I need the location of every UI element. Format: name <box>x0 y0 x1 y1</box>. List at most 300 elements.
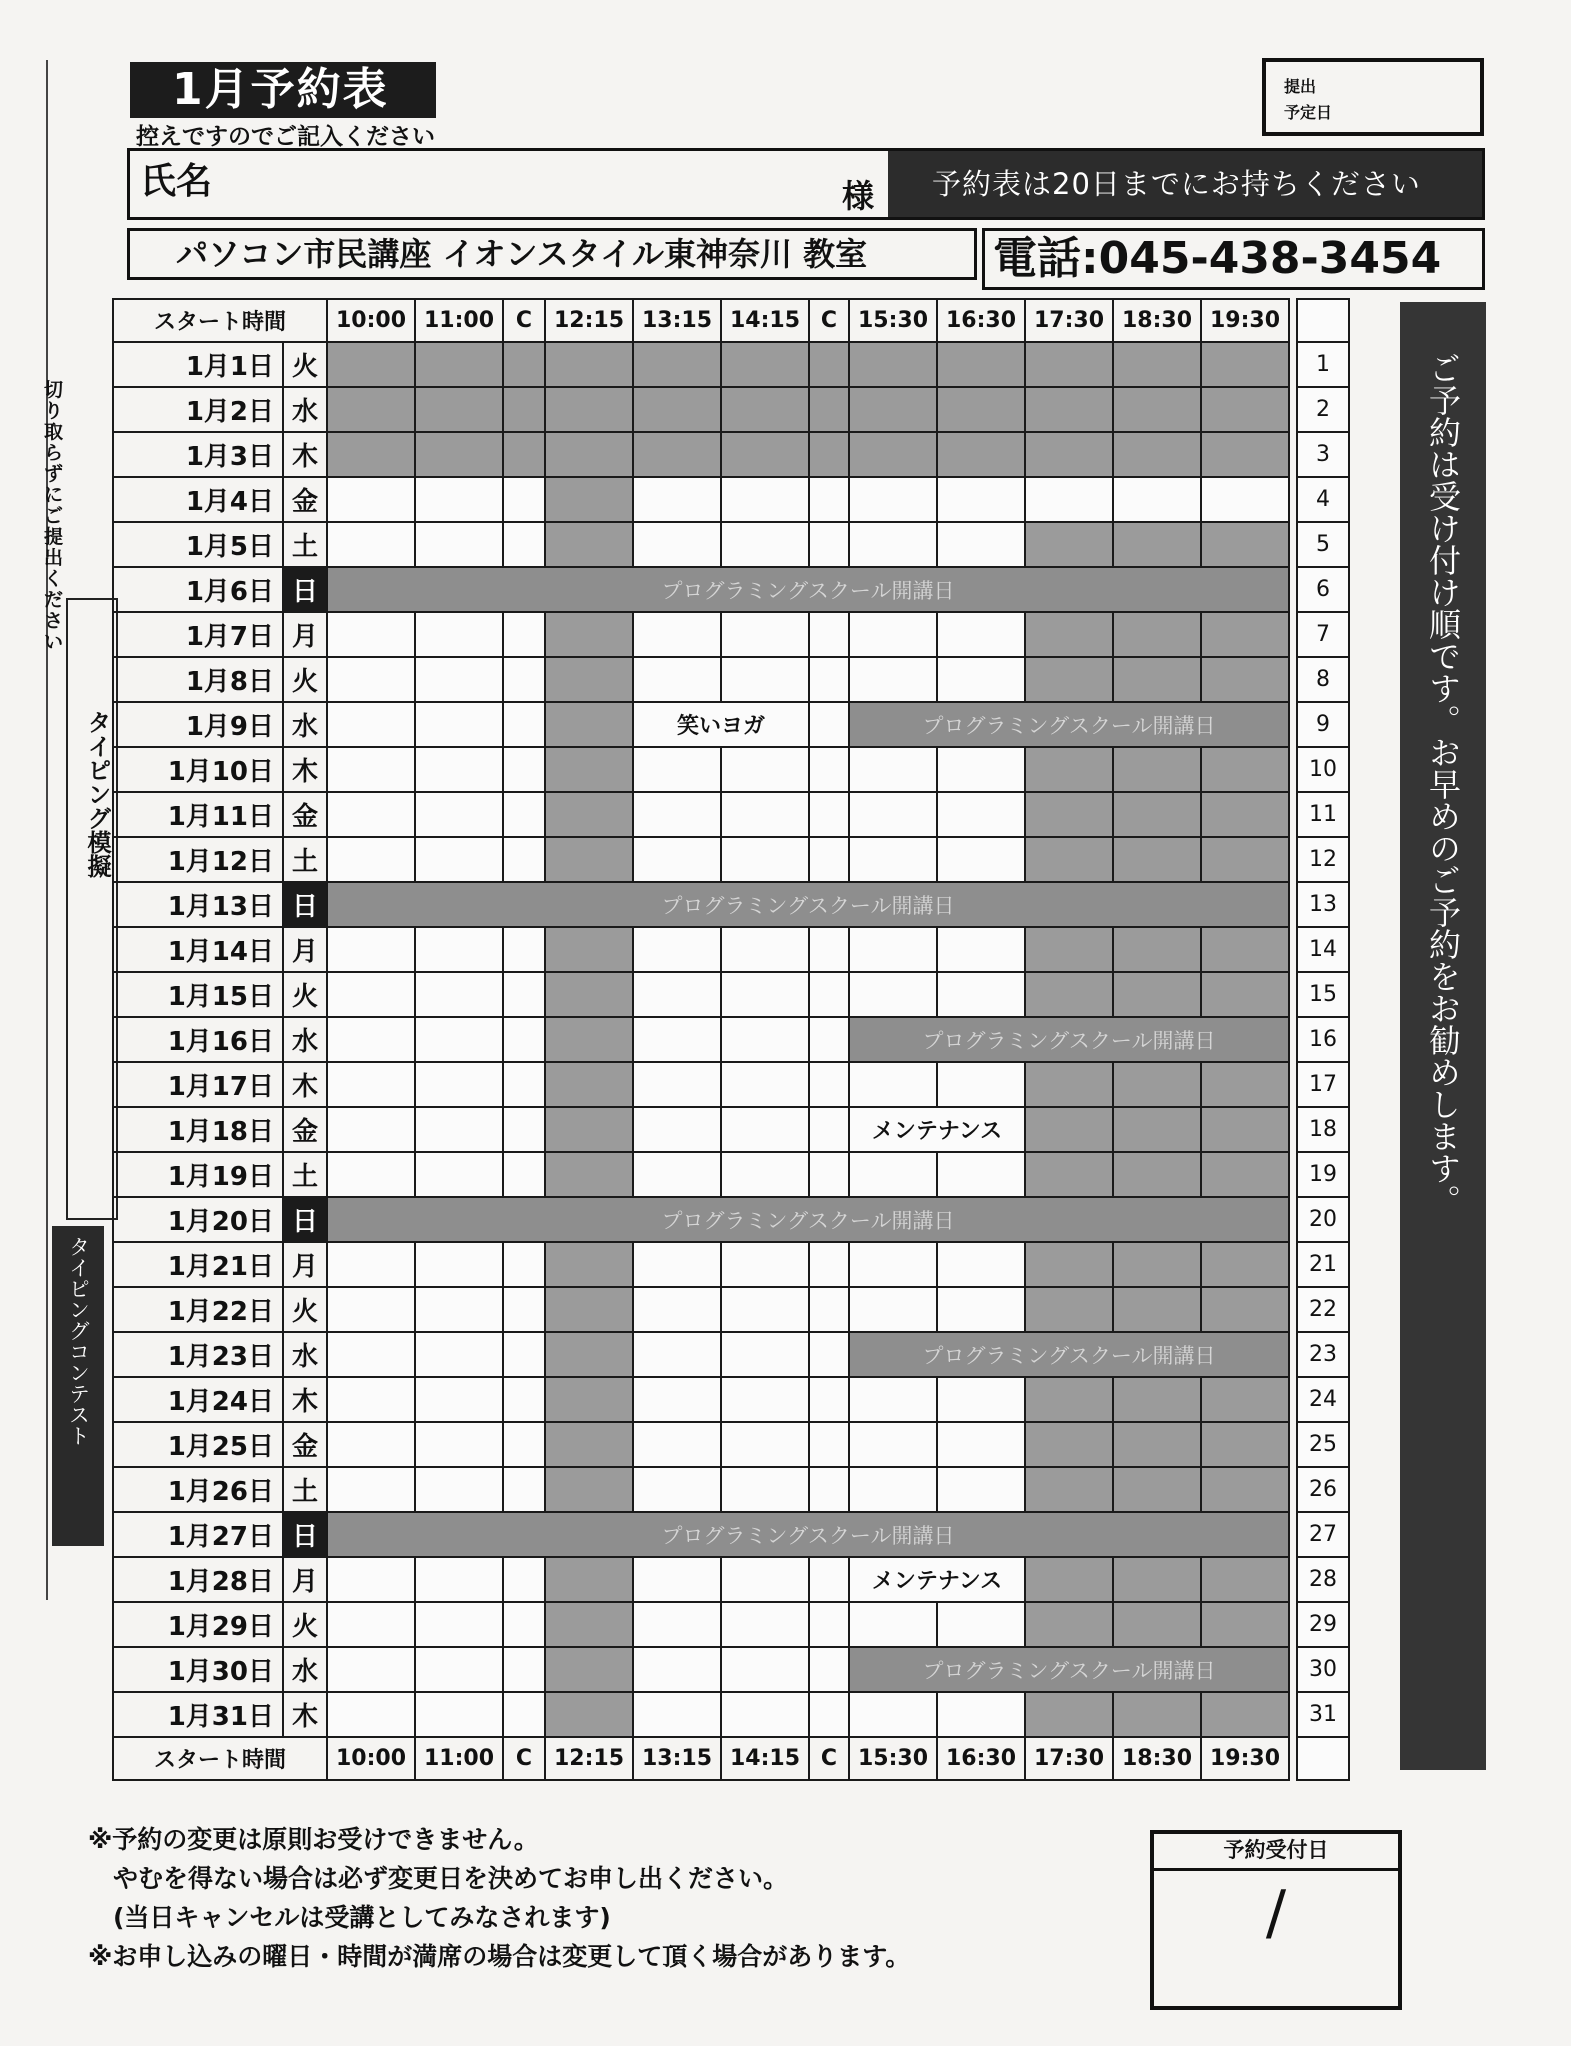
open-slot-cell[interactable] <box>937 612 1025 657</box>
day-date: 1月6日 <box>113 567 283 612</box>
open-slot-cell[interactable] <box>633 1107 721 1152</box>
open-slot-cell[interactable] <box>849 522 937 567</box>
open-slot-cell[interactable] <box>503 1557 545 1602</box>
open-slot-cell[interactable] <box>809 1422 849 1467</box>
open-slot-cell[interactable] <box>327 522 415 567</box>
open-slot-cell[interactable] <box>327 657 415 702</box>
open-slot-cell[interactable] <box>721 1422 809 1467</box>
open-slot-cell[interactable] <box>415 1152 503 1197</box>
closed-slot-cell <box>1201 1602 1289 1647</box>
closed-slot-cell <box>545 477 633 522</box>
closed-slot-cell <box>545 1017 633 1062</box>
day-weekday: 日 <box>283 882 327 927</box>
open-slot-cell[interactable] <box>849 1422 937 1467</box>
open-slot-cell[interactable] <box>633 1422 721 1467</box>
open-slot-cell[interactable] <box>937 1152 1025 1197</box>
open-slot-cell[interactable] <box>809 657 849 702</box>
open-slot-cell[interactable] <box>327 1107 415 1152</box>
open-slot-cell[interactable] <box>809 1017 849 1062</box>
open-slot-cell[interactable] <box>503 1467 545 1512</box>
open-slot-cell[interactable] <box>327 1152 415 1197</box>
open-slot-cell[interactable] <box>849 1287 937 1332</box>
open-slot-cell[interactable] <box>937 972 1025 1017</box>
open-slot-cell[interactable] <box>849 657 937 702</box>
spacer <box>1289 1692 1297 1737</box>
time-header-row-bottom <box>113 1737 1349 1780</box>
typing-practice-label <box>66 598 118 1220</box>
open-slot-cell[interactable] <box>633 657 721 702</box>
open-slot-cell[interactable] <box>415 1062 503 1107</box>
open-slot-cell[interactable] <box>721 1467 809 1512</box>
open-slot-cell[interactable] <box>721 792 809 837</box>
closed-slot-cell <box>327 387 415 432</box>
open-slot-cell[interactable] <box>721 1017 809 1062</box>
open-slot-cell[interactable] <box>721 477 809 522</box>
closed-slot-cell <box>1201 1692 1289 1737</box>
open-slot-cell[interactable] <box>849 1467 937 1512</box>
closed-slot-cell <box>415 387 503 432</box>
open-slot-cell[interactable] <box>503 1287 545 1332</box>
day-date: 1月9日 <box>113 702 283 747</box>
closed-slot-cell <box>1113 747 1201 792</box>
open-slot-cell[interactable] <box>327 1287 415 1332</box>
closed-slot-cell <box>503 387 545 432</box>
open-slot-cell[interactable] <box>327 927 415 972</box>
open-slot-cell[interactable] <box>809 1692 849 1737</box>
closed-slot-cell <box>545 747 633 792</box>
open-slot-cell[interactable] <box>1025 477 1113 522</box>
day-row <box>113 1242 1349 1287</box>
open-slot-cell[interactable] <box>633 1017 721 1062</box>
open-slot-cell[interactable] <box>809 837 849 882</box>
open-slot-cell[interactable] <box>937 1287 1025 1332</box>
closed-slot-cell <box>1025 1557 1113 1602</box>
closed-slot-cell <box>1113 1242 1201 1287</box>
day-date: 1月26日 <box>113 1467 283 1512</box>
open-slot-cell[interactable] <box>503 657 545 702</box>
open-slot-cell[interactable] <box>327 1647 415 1692</box>
open-slot-cell[interactable] <box>415 1332 503 1377</box>
day-row <box>113 1647 1349 1692</box>
open-slot-cell[interactable] <box>721 1062 809 1107</box>
time-slot-header: 14:15 <box>721 1737 809 1780</box>
open-slot-cell[interactable] <box>809 612 849 657</box>
closed-slot-cell <box>1113 1692 1201 1737</box>
day-weekday: 水 <box>283 1647 327 1692</box>
open-slot-cell[interactable] <box>849 1692 937 1737</box>
open-slot-cell[interactable] <box>415 612 503 657</box>
open-slot-cell[interactable] <box>415 1692 503 1737</box>
row-number: 23 <box>1297 1332 1349 1377</box>
open-slot-cell[interactable] <box>503 1602 545 1647</box>
time-header-row-top <box>113 299 1349 342</box>
open-slot-cell[interactable] <box>503 1242 545 1287</box>
closed-slot-cell <box>1113 1107 1201 1152</box>
closed-slot-cell <box>503 342 545 387</box>
day-row <box>113 1692 1349 1737</box>
open-slot-cell[interactable] <box>415 1602 503 1647</box>
open-slot-cell[interactable] <box>937 1467 1025 1512</box>
closed-slot-cell <box>1113 1422 1201 1467</box>
closed-slot-cell <box>1025 972 1113 1017</box>
name-input-area[interactable] <box>220 159 820 213</box>
open-slot-cell[interactable] <box>503 612 545 657</box>
open-slot-cell[interactable] <box>633 1242 721 1287</box>
closed-slot-cell <box>1113 1557 1201 1602</box>
day-date: 1月30日 <box>113 1647 283 1692</box>
open-slot-cell[interactable] <box>633 477 721 522</box>
open-slot-cell[interactable] <box>721 1332 809 1377</box>
open-slot-cell[interactable] <box>809 1242 849 1287</box>
closed-slot-cell <box>721 432 809 477</box>
day-row <box>113 657 1349 702</box>
open-slot-cell[interactable] <box>721 1287 809 1332</box>
day-date: 1月23日 <box>113 1332 283 1377</box>
open-slot-cell[interactable] <box>327 792 415 837</box>
open-slot-cell[interactable] <box>721 1107 809 1152</box>
open-slot-cell[interactable] <box>937 1242 1025 1287</box>
closed-slot-cell <box>721 387 809 432</box>
closed-slot-cell <box>1201 1287 1289 1332</box>
deadline-notice: 予約表は20日までにお持ちください <box>888 151 1482 217</box>
row-number: 30 <box>1297 1647 1349 1692</box>
open-slot-cell[interactable] <box>721 612 809 657</box>
open-slot-cell[interactable] <box>415 1557 503 1602</box>
open-slot-cell[interactable] <box>503 1422 545 1467</box>
open-slot-cell[interactable] <box>327 1692 415 1737</box>
open-slot-cell[interactable] <box>809 1557 849 1602</box>
open-slot-cell[interactable] <box>415 1422 503 1467</box>
open-slot-cell[interactable] <box>415 972 503 1017</box>
open-slot-cell[interactable] <box>415 702 503 747</box>
open-slot-cell[interactable] <box>809 1332 849 1377</box>
open-slot-cell[interactable] <box>721 972 809 1017</box>
open-slot-cell[interactable] <box>937 1692 1025 1737</box>
open-slot-cell[interactable] <box>721 1152 809 1197</box>
open-slot-cell[interactable] <box>849 1152 937 1197</box>
open-slot-cell[interactable] <box>721 837 809 882</box>
acceptance-date-box[interactable] <box>1150 1830 1402 2010</box>
programming-school-event: プログラミングスクール開講日 <box>327 1512 1289 1557</box>
closed-slot-cell <box>1025 342 1113 387</box>
open-slot-cell[interactable] <box>633 1647 721 1692</box>
day-row <box>113 612 1349 657</box>
open-slot-cell[interactable] <box>633 1602 721 1647</box>
day-weekday: 土 <box>283 1467 327 1512</box>
open-slot-cell[interactable] <box>327 747 415 792</box>
open-slot-cell[interactable] <box>809 1602 849 1647</box>
open-slot-cell[interactable] <box>809 927 849 972</box>
day-date: 1月13日 <box>113 882 283 927</box>
open-slot-cell[interactable] <box>415 522 503 567</box>
typing-practice-text: タイピング模擬 <box>83 710 111 878</box>
open-slot-cell[interactable] <box>415 1467 503 1512</box>
row-number: 27 <box>1297 1512 1349 1557</box>
open-slot-cell[interactable] <box>937 1377 1025 1422</box>
day-row <box>113 1107 1349 1152</box>
closed-slot-cell <box>1201 522 1289 567</box>
closed-slot-cell <box>1113 522 1201 567</box>
closed-slot-cell <box>545 342 633 387</box>
open-slot-cell[interactable] <box>327 1377 415 1422</box>
open-slot-cell[interactable] <box>633 837 721 882</box>
open-slot-cell[interactable] <box>937 747 1025 792</box>
open-slot-cell[interactable] <box>721 1242 809 1287</box>
open-slot-cell[interactable] <box>503 1647 545 1692</box>
open-slot-cell[interactable] <box>937 1602 1025 1647</box>
open-slot-cell[interactable] <box>503 927 545 972</box>
open-slot-cell[interactable] <box>721 522 809 567</box>
day-date: 1月10日 <box>113 747 283 792</box>
open-slot-cell[interactable] <box>633 612 721 657</box>
open-slot-cell[interactable] <box>415 837 503 882</box>
open-slot-cell[interactable] <box>503 702 545 747</box>
open-slot-cell[interactable] <box>721 1557 809 1602</box>
submit-date-box[interactable] <box>1262 58 1484 136</box>
open-slot-cell[interactable] <box>503 837 545 882</box>
closed-slot-cell <box>545 927 633 972</box>
row-number: 22 <box>1297 1287 1349 1332</box>
day-weekday: 金 <box>283 477 327 522</box>
open-slot-cell[interactable] <box>503 747 545 792</box>
open-slot-cell[interactable] <box>415 1647 503 1692</box>
open-slot-cell[interactable] <box>849 612 937 657</box>
open-slot-cell[interactable] <box>809 1062 849 1107</box>
open-slot-cell[interactable] <box>937 522 1025 567</box>
open-slot-cell[interactable] <box>327 612 415 657</box>
spacer <box>1289 1557 1297 1602</box>
open-slot-cell[interactable] <box>809 1377 849 1422</box>
open-slot-cell[interactable] <box>503 477 545 522</box>
open-slot-cell[interactable] <box>327 1062 415 1107</box>
open-slot-cell[interactable] <box>809 702 849 747</box>
open-slot-cell[interactable] <box>633 1557 721 1602</box>
open-slot-cell[interactable] <box>937 1422 1025 1467</box>
open-slot-cell[interactable] <box>415 1377 503 1422</box>
spacer <box>1289 1287 1297 1332</box>
open-slot-cell[interactable] <box>849 1602 937 1647</box>
closed-slot-cell <box>545 432 633 477</box>
open-slot-cell[interactable] <box>503 1332 545 1377</box>
closed-slot-cell <box>1201 1152 1289 1197</box>
open-slot-cell[interactable] <box>937 792 1025 837</box>
time-slot-header: 19:30 <box>1201 299 1289 342</box>
open-slot-cell[interactable] <box>503 1062 545 1107</box>
open-slot-cell[interactable] <box>633 1332 721 1377</box>
open-slot-cell[interactable] <box>415 477 503 522</box>
open-slot-cell[interactable] <box>809 1647 849 1692</box>
day-weekday: 金 <box>283 1422 327 1467</box>
open-slot-cell[interactable] <box>503 1107 545 1152</box>
open-slot-cell[interactable] <box>937 837 1025 882</box>
open-slot-cell[interactable] <box>633 792 721 837</box>
open-slot-cell[interactable] <box>937 477 1025 522</box>
note-line: やむを得ない場合は必ず変更日を決めてお申し出ください。 <box>88 1864 789 1893</box>
day-date: 1月28日 <box>113 1557 283 1602</box>
open-slot-cell[interactable] <box>327 1242 415 1287</box>
closed-slot-cell <box>545 1557 633 1602</box>
row-number: 9 <box>1297 702 1349 747</box>
open-slot-cell[interactable] <box>809 792 849 837</box>
row-number: 4 <box>1297 477 1349 522</box>
closed-slot-cell <box>545 612 633 657</box>
open-slot-cell[interactable] <box>809 747 849 792</box>
spacer <box>1289 342 1297 387</box>
day-weekday: 火 <box>283 1287 327 1332</box>
open-slot-cell[interactable] <box>721 1377 809 1422</box>
open-slot-cell[interactable] <box>937 1062 1025 1107</box>
day-weekday: 水 <box>283 1017 327 1062</box>
open-slot-cell[interactable] <box>327 1467 415 1512</box>
open-slot-cell[interactable] <box>721 1602 809 1647</box>
open-slot-cell[interactable] <box>633 1287 721 1332</box>
open-slot-cell[interactable] <box>415 1287 503 1332</box>
open-slot-cell[interactable] <box>1113 477 1201 522</box>
closed-slot-cell <box>809 342 849 387</box>
open-slot-cell[interactable] <box>809 1287 849 1332</box>
open-slot-cell[interactable] <box>415 657 503 702</box>
open-slot-cell[interactable] <box>327 1332 415 1377</box>
open-slot-cell[interactable] <box>633 972 721 1017</box>
open-slot-cell[interactable] <box>415 1017 503 1062</box>
row-number: 15 <box>1297 972 1349 1017</box>
open-slot-cell[interactable] <box>503 522 545 567</box>
open-slot-cell[interactable] <box>633 1377 721 1422</box>
open-slot-cell[interactable] <box>849 1242 937 1287</box>
closed-slot-cell <box>1025 1422 1113 1467</box>
open-slot-cell[interactable] <box>809 1152 849 1197</box>
day-weekday: 金 <box>283 1107 327 1152</box>
row-number: 14 <box>1297 927 1349 972</box>
open-slot-cell[interactable] <box>503 1692 545 1737</box>
day-weekday: 月 <box>283 1242 327 1287</box>
open-slot-cell[interactable] <box>327 972 415 1017</box>
open-slot-cell[interactable] <box>327 477 415 522</box>
open-slot-cell[interactable] <box>327 702 415 747</box>
closed-slot-cell <box>1113 1062 1201 1107</box>
closed-slot-cell <box>1201 612 1289 657</box>
open-slot-cell[interactable] <box>415 1107 503 1152</box>
row-number: 20 <box>1297 1197 1349 1242</box>
open-slot-cell[interactable] <box>1201 477 1289 522</box>
open-slot-cell[interactable] <box>809 1107 849 1152</box>
spacer <box>1289 792 1297 837</box>
open-slot-cell[interactable] <box>503 972 545 1017</box>
closed-slot-cell <box>545 1422 633 1467</box>
open-slot-cell[interactable] <box>633 1692 721 1737</box>
open-slot-cell[interactable] <box>849 747 937 792</box>
open-slot-cell[interactable] <box>415 1242 503 1287</box>
cut-line <box>46 60 48 1600</box>
open-slot-cell[interactable] <box>937 657 1025 702</box>
closed-slot-cell <box>1025 522 1113 567</box>
open-slot-cell[interactable] <box>415 747 503 792</box>
row-number: 16 <box>1297 1017 1349 1062</box>
open-slot-cell[interactable] <box>721 1647 809 1692</box>
typing-contest-text: タイピングコンテスト <box>66 1236 91 1446</box>
open-slot-cell[interactable] <box>633 1152 721 1197</box>
open-slot-cell[interactable] <box>633 927 721 972</box>
open-slot-cell[interactable] <box>633 1467 721 1512</box>
day-row <box>113 1377 1349 1422</box>
day-row <box>113 1467 1349 1512</box>
time-slot-header: 10:00 <box>327 1737 415 1780</box>
open-slot-cell[interactable] <box>849 1062 937 1107</box>
open-slot-cell[interactable] <box>721 1692 809 1737</box>
open-slot-cell[interactable] <box>503 1152 545 1197</box>
acceptance-date-label: 予約受付日 <box>1154 1834 1398 1871</box>
open-slot-cell[interactable] <box>503 1377 545 1422</box>
open-slot-cell[interactable] <box>721 927 809 972</box>
open-slot-cell[interactable] <box>327 1602 415 1647</box>
closed-slot-cell <box>1025 657 1113 702</box>
open-slot-cell[interactable] <box>849 792 937 837</box>
closed-slot-cell <box>849 432 937 477</box>
open-slot-cell[interactable] <box>415 927 503 972</box>
closed-slot-cell <box>937 432 1025 477</box>
time-slot-header: C <box>503 299 545 342</box>
row-number: 17 <box>1297 1062 1349 1107</box>
time-slot-header: 16:30 <box>937 299 1025 342</box>
time-slot-header: 12:15 <box>545 1737 633 1780</box>
open-slot-cell[interactable] <box>849 927 937 972</box>
open-slot-cell[interactable] <box>809 522 849 567</box>
day-row <box>113 927 1349 972</box>
open-slot-cell[interactable] <box>327 1557 415 1602</box>
time-slot-header: 13:15 <box>633 299 721 342</box>
row-number: 24 <box>1297 1377 1349 1422</box>
open-slot-cell[interactable] <box>415 792 503 837</box>
open-slot-cell[interactable] <box>721 657 809 702</box>
closed-slot-cell <box>1201 432 1289 477</box>
spacer <box>1289 1422 1297 1467</box>
open-slot-cell[interactable] <box>809 1467 849 1512</box>
open-slot-cell[interactable] <box>633 522 721 567</box>
open-slot-cell[interactable] <box>721 747 809 792</box>
spacer <box>1289 927 1297 972</box>
open-slot-cell[interactable] <box>849 837 937 882</box>
day-date: 1月14日 <box>113 927 283 972</box>
open-slot-cell[interactable] <box>849 972 937 1017</box>
open-slot-cell[interactable] <box>327 1422 415 1467</box>
closed-slot-cell <box>545 1692 633 1737</box>
open-slot-cell[interactable] <box>809 477 849 522</box>
open-slot-cell[interactable] <box>327 837 415 882</box>
open-slot-cell[interactable] <box>937 927 1025 972</box>
day-weekday: 水 <box>283 702 327 747</box>
open-slot-cell[interactable] <box>503 1017 545 1062</box>
open-slot-cell[interactable] <box>633 747 721 792</box>
open-slot-cell[interactable] <box>503 792 545 837</box>
day-weekday: 木 <box>283 1692 327 1737</box>
open-slot-cell[interactable] <box>327 1017 415 1062</box>
day-weekday: 火 <box>283 1602 327 1647</box>
school-name: パソコン市民講座 イオンスタイル東神奈川 教室 <box>127 228 977 280</box>
day-row <box>113 1332 1349 1377</box>
open-slot-cell[interactable] <box>633 1062 721 1107</box>
closed-slot-cell <box>1201 747 1289 792</box>
open-slot-cell[interactable] <box>849 1377 937 1422</box>
open-slot-cell[interactable] <box>849 477 937 522</box>
day-date: 1月2日 <box>113 387 283 432</box>
time-slot-header: 12:15 <box>545 299 633 342</box>
closed-slot-cell <box>415 342 503 387</box>
open-slot-cell[interactable] <box>809 972 849 1017</box>
day-date: 1月8日 <box>113 657 283 702</box>
closed-slot-cell <box>545 972 633 1017</box>
closed-slot-cell <box>545 1107 633 1152</box>
closed-slot-cell <box>1025 747 1113 792</box>
